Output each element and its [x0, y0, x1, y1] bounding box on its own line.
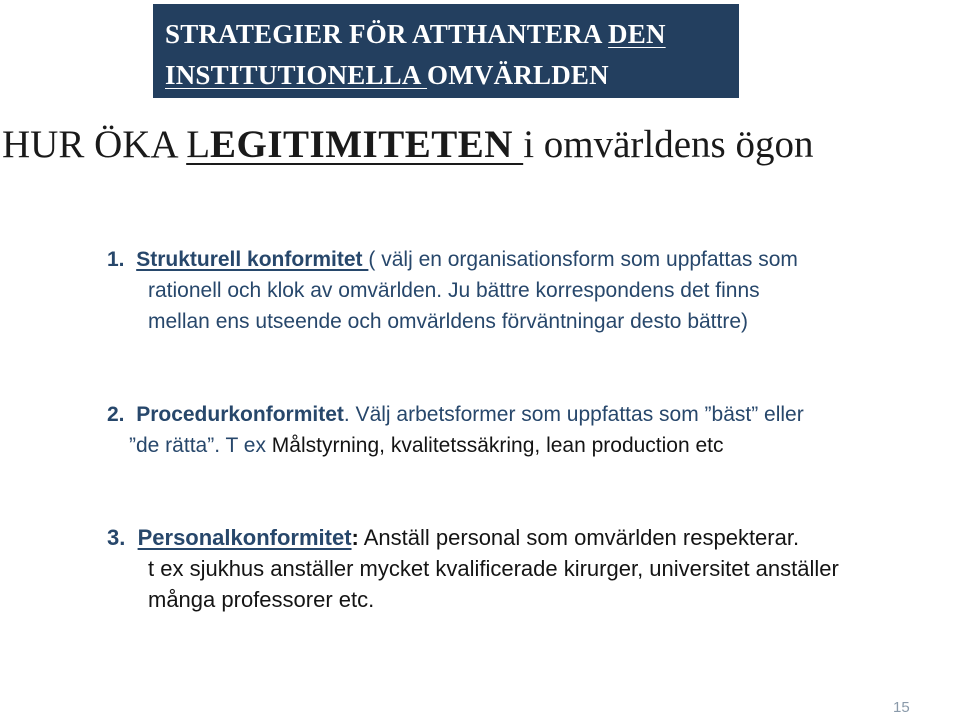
title-banner — [153, 4, 739, 98]
point-personnel-conformity: 3. Personalkonformitet: Anställ personal som omvärlden respekterar. t ex sjukhus anställer mycket kvalificerade kirurger, universitet anställer många professorer etc. — [107, 525, 839, 612]
title-line-1: STRATEGIER FÖR ATTHANTERA DEN — [165, 19, 666, 49]
subtitle: HUR ÖKA LEGITIMITETEN i omvärldens ögon — [2, 123, 814, 166]
page-number: 15 — [893, 699, 910, 716]
title-line-2: INSTITUTIONELLA OMVÄRLDEN — [165, 60, 609, 90]
point-procedural-conformity: 2. Procedurkonformitet. Välj arbetsformer som uppfattas som ”bäst” eller ”de rätta”. T ex Målstyrning, kvalitetssäkring, lean production etc — [107, 403, 804, 457]
subtitle-highlight: LEGITIMITETEN — [186, 123, 524, 166]
point-structural-conformity: 1. Strukturell konformitet ( välj en organisationsform som uppfattas som rationell och klok av omvärlden. Ju bättre korrespondens det finns mellan ens utseende och omvärldens förväntningar desto bättre) — [107, 248, 798, 333]
